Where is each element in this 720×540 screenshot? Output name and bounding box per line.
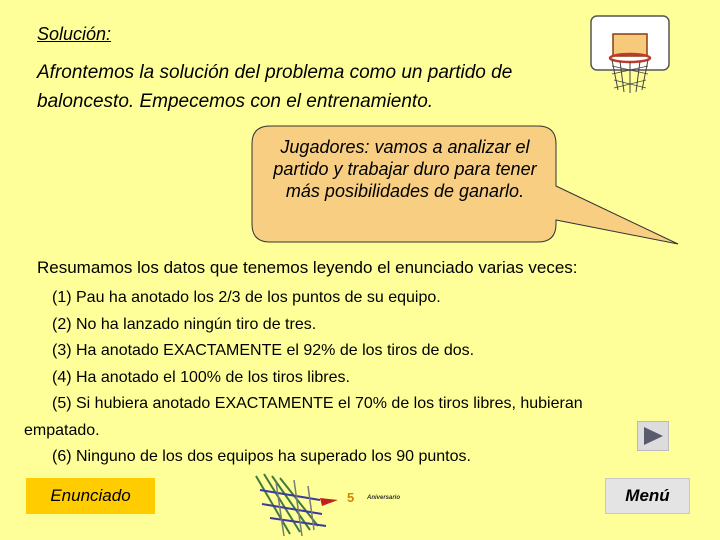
page-title: Solución: — [37, 24, 112, 44]
data-item-6: (6) Ninguno de los dos equipos ha superado los 90 puntos. — [52, 448, 471, 465]
menu-button[interactable]: Menú — [605, 478, 690, 514]
data-item-2: (2) No ha lanzado ningún tiro de tres. — [52, 315, 317, 333]
data-item-4: (4) Ha anotado el 100% de los tiros libres. — [52, 368, 350, 386]
anniversary-logo — [250, 470, 420, 540]
logo-number: 5 — [347, 490, 355, 505]
logo-word: Aniversario — [367, 495, 401, 501]
data-item-3: (3) Ha anotado EXACTAMENTE el 92% de los tiros de dos. — [52, 342, 475, 359]
intro-paragraph: Afrontemos la solución del problema como un partido de baloncesto. Empecemos con el entrenamiento. — [37, 62, 513, 112]
play-triangle-icon — [642, 426, 664, 446]
data-item-5: (5) Si hubiera anotado EXACTAMENTE el 70% de los tiros libres, hubieran empatado. — [24, 395, 583, 439]
enunciado-button[interactable]: Enunciado — [26, 478, 155, 514]
next-button[interactable] — [637, 421, 669, 451]
speech-bubble-text: Jugadores: vamos a analizar el partido y trabajar duro para tener más posibilidades de ganarlo. — [273, 137, 537, 201]
basketball-hoop-icon — [590, 14, 670, 96]
summary-intro: Resumamos los datos que tenemos leyendo el enunciado varias veces: — [37, 258, 578, 277]
data-list — [24, 285, 624, 471]
data-item-1: (1) Pau ha anotado los 2/3 de los puntos de su equipo. — [52, 289, 441, 306]
